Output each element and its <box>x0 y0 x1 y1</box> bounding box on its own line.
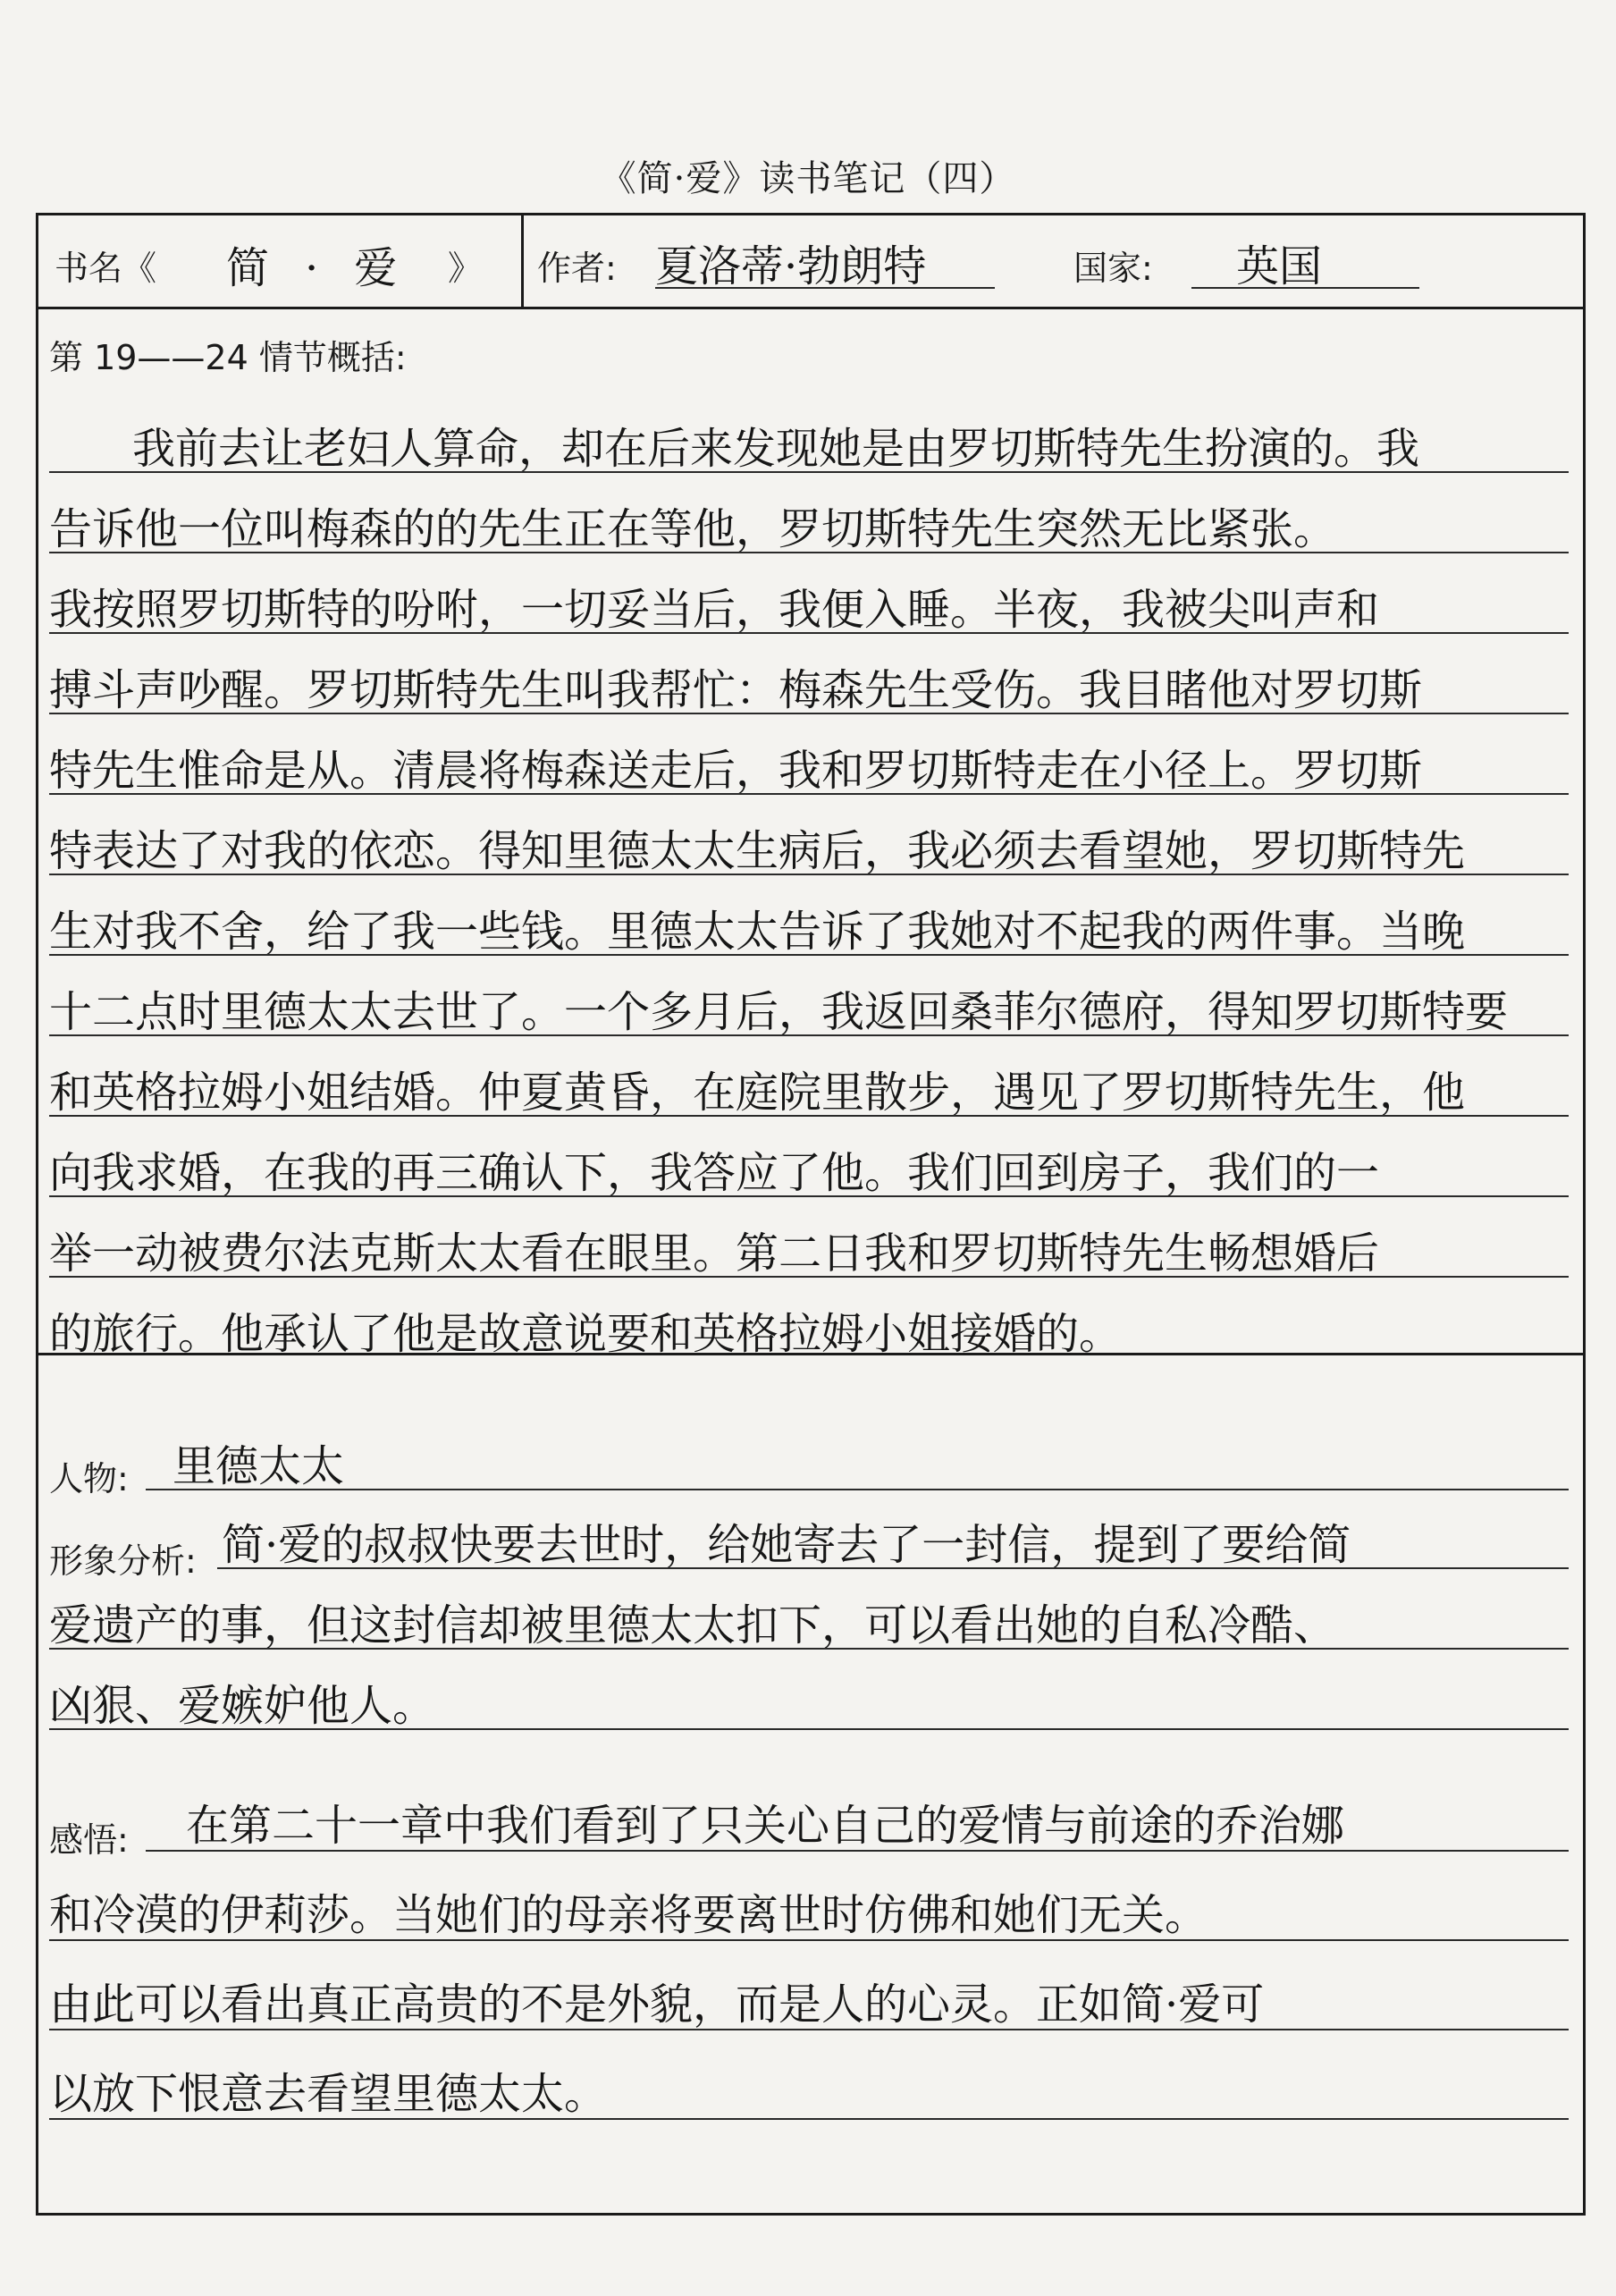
reflection-line: 以放下恨意去看望里德太太。 <box>49 2069 608 2119</box>
author-label: 作者: <box>537 249 617 288</box>
ruled-line <box>49 1648 1569 1650</box>
section-separator <box>38 1353 1583 1355</box>
ruled-line <box>49 1939 1569 1941</box>
ruled-line <box>49 1276 1569 1278</box>
ruled-line <box>49 1115 1569 1117</box>
character-label: 人物: <box>49 1459 129 1498</box>
ruled-line <box>49 954 1569 956</box>
reflection-line: 在第二十一章中我们看到了只关心自己的爱情与前途的乔治娜 <box>186 1801 1345 1851</box>
analysis-line: 凶狠、爱嫉妒他人。 <box>49 1681 436 1731</box>
ruled-line <box>49 874 1569 875</box>
summary-line: 我前去让老妇人算命，却在后来发现她是由罗切斯特先生扮演的。我 <box>132 424 1420 474</box>
summary-line: 举一动被费尔法克斯太太看在眼里。第二日我和罗切斯特先生畅想婚后 <box>49 1228 1380 1279</box>
analysis-line: 简·爱的叔叔快要去世时，给她寄去了一封信，提到了要给简 <box>222 1520 1351 1570</box>
reflection-line: 和冷漠的伊莉莎。当她们的母亲将要离世时仿佛和她们无关。 <box>49 1890 1208 1940</box>
summary-line: 和英格拉姆小姐结婚。仲夏黄昏，在庭院里散步，遇见了罗切斯特先生，他 <box>49 1068 1466 1118</box>
book-label-open: 书名《 <box>55 249 157 288</box>
ruled-line <box>49 2029 1569 2030</box>
ruled-line <box>146 1489 1569 1490</box>
ruled-line <box>49 793 1569 795</box>
ruled-line <box>49 471 1569 473</box>
country-name: 英国 <box>1236 241 1323 291</box>
reflection-label: 感悟: <box>49 1820 129 1860</box>
summary-label: 第 19——24 情节概括: <box>49 338 407 377</box>
ruled-line <box>49 713 1569 714</box>
reading-note-sheet <box>36 213 1586 2216</box>
ruled-line <box>49 1195 1569 1197</box>
summary-line: 的旅行。他承认了他是故意说要和英格拉姆小姐接婚的。 <box>49 1309 1123 1359</box>
reflection-line: 由此可以看出真正高贵的不是外貌，而是人的心灵。正如简·爱可 <box>49 1979 1265 2030</box>
author-name: 夏洛蒂·勃朗特 <box>655 241 927 291</box>
ruled-line <box>49 1034 1569 1036</box>
summary-line: 十二点时里德太太去世了。一个多月后，我返回桑菲尔德府，得知罗切斯特要 <box>49 987 1509 1037</box>
ruled-line <box>217 1567 1569 1569</box>
ruled-line <box>49 632 1569 634</box>
ruled-line <box>146 1850 1569 1852</box>
author-underline <box>655 287 995 289</box>
summary-line: 搏斗声吵醒。罗切斯特先生叫我帮忙：梅森先生受伤。我目睹他对罗切斯 <box>49 665 1423 715</box>
ruled-line <box>49 2118 1569 2120</box>
header-divider <box>521 215 524 307</box>
country-underline <box>1191 287 1419 289</box>
summary-line: 生对我不舍，给了我一些钱。里德太太告诉了我她对不起我的两件事。当晚 <box>49 907 1466 957</box>
summary-line: 特表达了对我的依恋。得知里德太太生病后，我必须去看望她，罗切斯特先 <box>49 826 1466 876</box>
ruled-line <box>49 552 1569 553</box>
character-name: 里德太太 <box>173 1441 345 1491</box>
summary-line: 向我求婚，在我的再三确认下，我答应了他。我们回到房子，我们的一 <box>49 1148 1380 1198</box>
summary-line: 我按照罗切斯特的吩咐，一切妥当后，我便入睡。半夜，我被尖叫声和 <box>49 585 1380 635</box>
header-separator <box>38 307 1583 309</box>
ruled-line <box>49 1728 1569 1730</box>
analysis-line: 爱遗产的事，但这封信却被里德太太扣下，可以看出她的自私冷酷、 <box>49 1600 1337 1650</box>
summary-line: 特先生惟命是从。清晨将梅森送走后，我和罗切斯特走在小径上。罗切斯 <box>49 746 1423 796</box>
book-name: 简·爱 <box>226 243 433 293</box>
country-label: 国家: <box>1073 249 1153 288</box>
summary-line: 告诉他一位叫梅森的的先生正在等他，罗切斯特先生突然无比紧张。 <box>49 504 1337 554</box>
page-title: 《简·爱》读书笔记（四） <box>600 158 1016 199</box>
book-label-close: 》 <box>448 249 483 288</box>
analysis-label: 形象分析: <box>49 1541 197 1581</box>
